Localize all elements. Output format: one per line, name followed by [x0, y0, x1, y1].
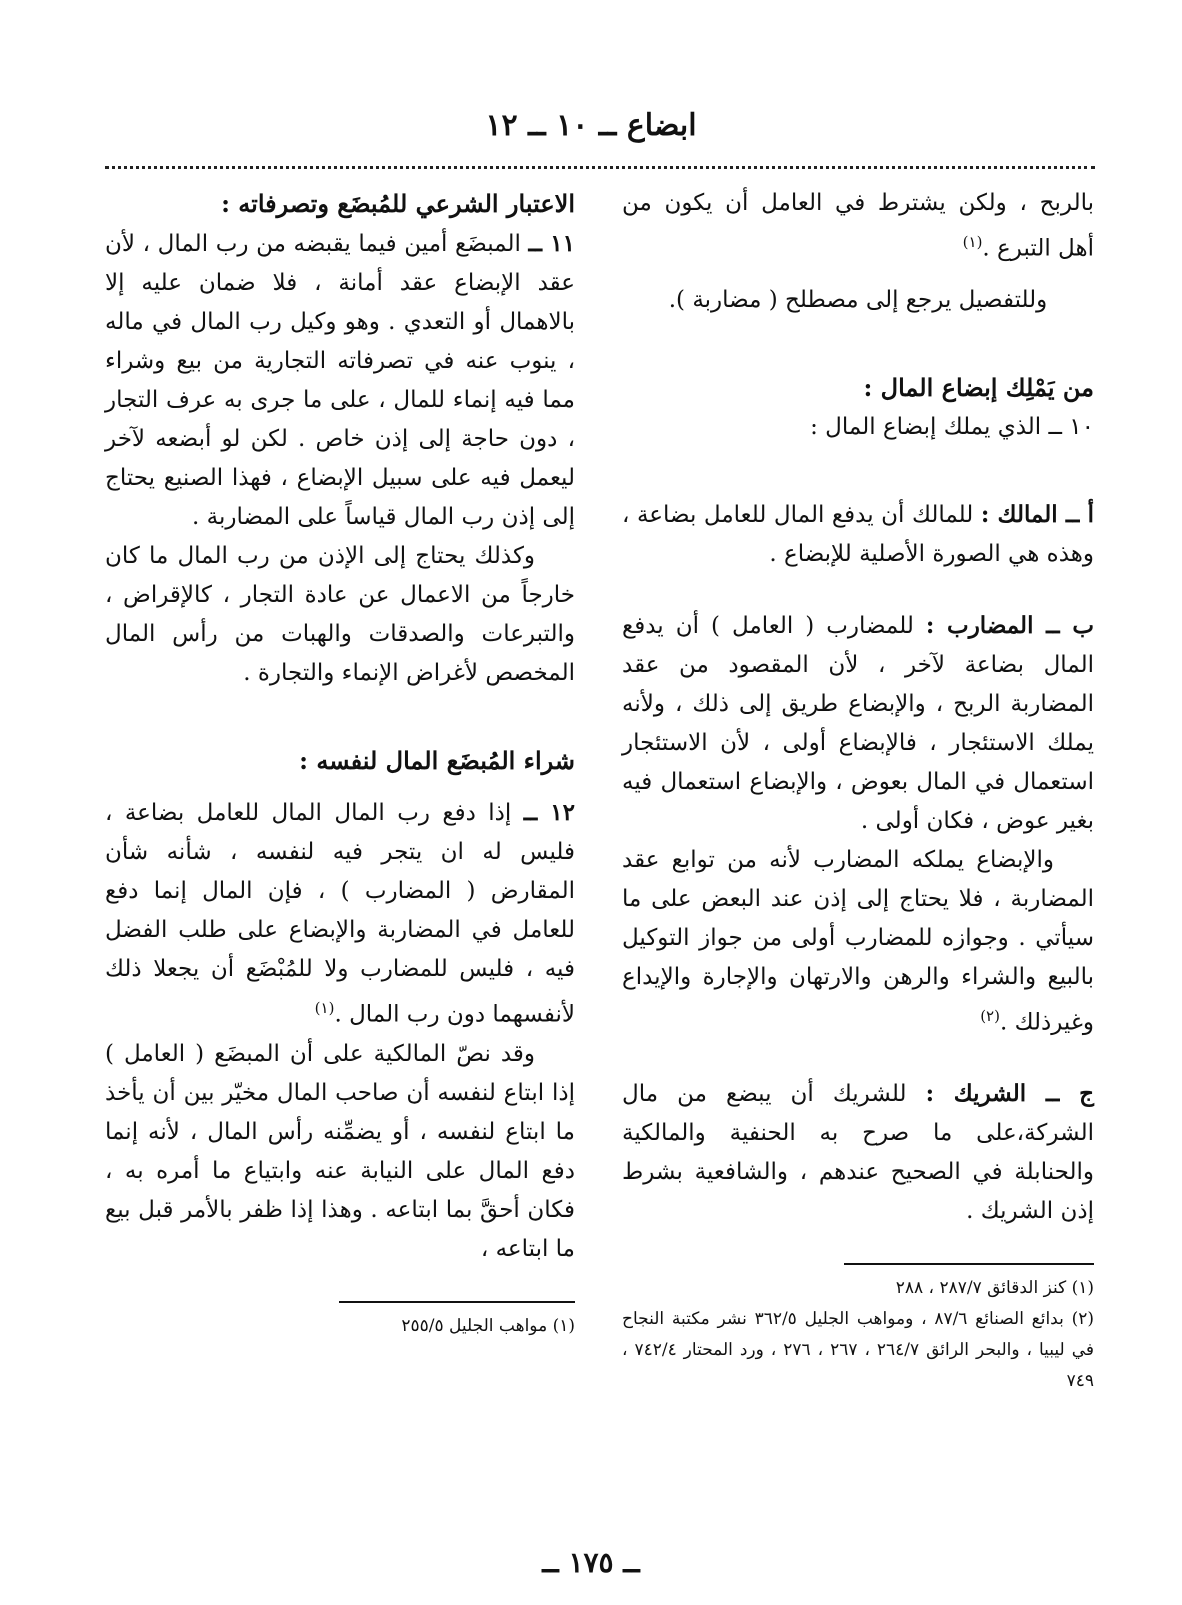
paragraph: وللتفصيل يرجع إلى مصطلح ( مضاربة ).	[668, 286, 1048, 313]
footnote-ref: (١)	[314, 999, 335, 1017]
subsection-b: ب ــ المضارب : للمضارب ( العامل ) أن يدفع المال بضاعة لآخر ، لأن المقصود من عقد المضاربة الربح ، والإبضاع طريق إلى ذلك ، ولأنه يملك الاستئجار ، فالإبضاع أولى ، لأن الاستئجار استعمال في المال بعوض ، والإبضاع استعمال فيه بغير عوض ، فكان أولى .	[622, 611, 1094, 834]
header-divider	[105, 166, 1095, 169]
paragraph: والإبضاع يملكه المضارب لأنه من توابع عقد المضاربة ، فلا يحتاج إلى إذن عند البعض على ما سيأتي . وجوازه للمضارب أولى من جواز التوكيل بالبيع والشراء والرهن والارتهان والإجارة والإيداع وغيرذلك .$^{(٢)}$	[622, 846, 1094, 1036]
section-10: ١٠ ــ الذي يملك إبضاع المال :	[810, 413, 1094, 440]
left-column	[105, 184, 575, 1342]
section-heading: من يَمْلِك إبضاع المال :	[863, 372, 1094, 402]
section-heading: شراء المُبضَع المال لنفسه :	[299, 746, 575, 775]
footnote: (١) كنز الدقائق ٢٨٧/٧ ، ٢٨٨	[895, 1278, 1094, 1299]
footnote-divider	[339, 1301, 575, 1303]
footnote: (١) مواهب الجليل ٢٥٥/٥	[401, 1315, 575, 1336]
footnote: (٢) بدائع الصنائع ٨٧/٦ ، ومواهب الجليل ٣٦٢/٥ نشر مكتبة النجاح في ليبيا ، والبحر الرائق ٢٦٤/٧ ، ٢٦٧ ، ٢٧٦ ، ورد المحتار ٧٤٢/٤ ، ٧٤٩	[622, 1309, 1094, 1392]
footnote-divider	[844, 1263, 1094, 1265]
right-column	[622, 184, 1094, 1397]
running-head: ابضاع ــ ١٠ ــ ١٢	[485, 108, 697, 143]
section-12: ١٢ ــ إذا دفع رب المال المال للعامل بضاعة ، فليس له ان يتجر فيه لنفسه ، شأنه شأن المقارض ( المضارب ) ، فإن المال إنما دفع للعامل في المضاربة والإبضاع على طلب الفضل فيه ، فليس للمضارب ولا للمُبْضَع أن يجعلا ذلك لأنفسهما دون رب المال .$^{(١)}$	[105, 799, 576, 1028]
footnote-ref: (٢)	[980, 1006, 1000, 1025]
page-number: ــ ١٧٥ ــ	[542, 1546, 640, 1579]
paragraph: وقد نصّ المالكية على أن المبضَع ( العامل ) إذا ابتاع لنفسه أن صاحب المال مخيّر بين أن يأخذ ما ابتاع لنفسه ، أو يضمِّنه رأس المال ، لأنه إنما دفع المال على النيابة عنه وابتياع ما أمره به ، فكان أحقَّ بما ابتاعه . وهذا إذا ظفر بالأمر قبل بيع ما ابتاعه ،	[105, 1040, 575, 1262]
section-heading: الاعتبار الشرعي للمُبضَع وتصرفاته :	[221, 189, 575, 218]
paragraph: وكذلك يحتاج إلى الإذن من رب المال ما كان خارجاً من الاعمال عن عادة التجار ، كالإقراض ، والتبرعات والصدقات والهبات من رأس المال المخصص لأغراض الإنماء والتجارة .	[105, 543, 575, 686]
footnote-ref: (١)	[962, 233, 983, 251]
subsection-a: أ ــ المالك : للمالك أن يدفع المال للعامل بضاعة ، وهذه هي الصورة الأصلية للإبضاع .	[622, 500, 1094, 567]
section-11: ١١ ــ المبضَع أمين فيما يقبضه من رب المال ، لأن عقد الإبضاع عقد أمانة ، فلا ضمان عليه إلا بالاهمال أو التعدي . وهو وكيل رب المال في ماله ، ينوب عنه في تصرفاته التجارية من بيع وشراء مما فيه إنماء للمال ، على ما جرى به عرف التجار ، دون حاجة إلى إذن خاص . لكن لو أبضعه لآخر ليعمل فيه على سبيل الإبضاع ، فهذا الصنيع يحتاج إلى إذن رب المال قياساً على المضاربة .	[105, 230, 575, 530]
paragraph: بالربح ، ولكن يشترط في العامل أن يكون من أهل التبرع .$^{(١)}$	[622, 190, 1094, 262]
subsection-c: ج ــ الشريك : للشريك أن يبضع من مال الشركة،على ما صرح به الحنفية والمالكية والحنابلة في الصحيح عندهم ، والشافعية بشرط إذن الشريك .	[622, 1080, 1095, 1225]
